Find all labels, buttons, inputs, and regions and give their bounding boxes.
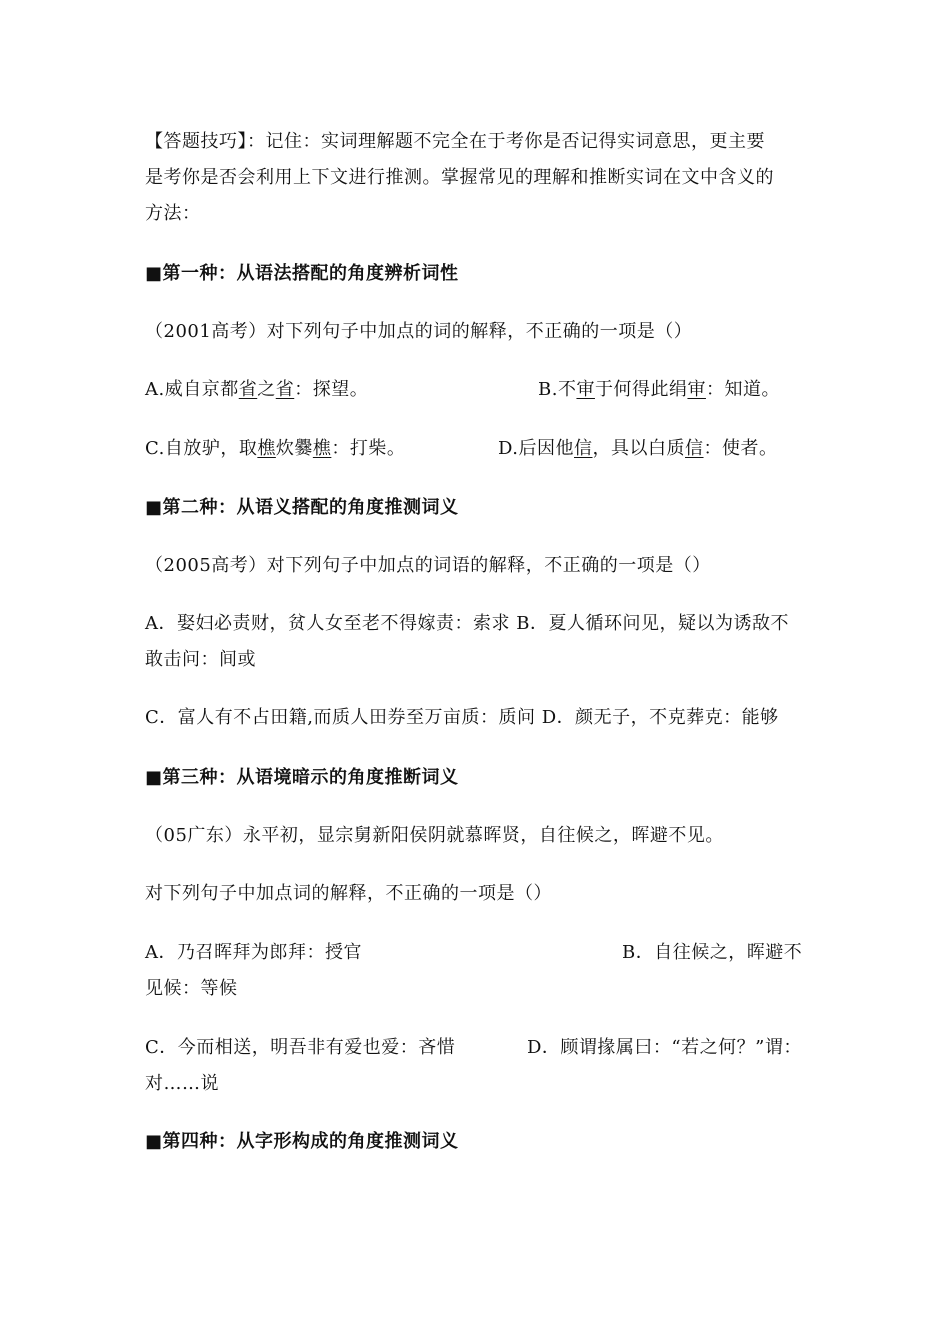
dotted-word: 审 [687, 379, 706, 400]
option-1a [145, 378, 368, 402]
option-text: C.自放驴，取 [145, 438, 258, 459]
dotted-word: 信 [685, 438, 704, 459]
section-1-question: （2001高考）对下列句子中加点的词的解释，不正确的一项是（） [145, 321, 693, 342]
section-2-heading: ■第二种：从语义搭配的角度推测词义 [145, 497, 459, 518]
option-3c: C．今而相送，明吾非有爱也爱：吝惜 [145, 1037, 456, 1058]
option-text: ：知道。 [705, 379, 780, 400]
option-1b [538, 378, 780, 402]
option-text: A.威自京都 [145, 379, 239, 400]
option-3d-line-2: 对……说 [145, 1073, 219, 1094]
option-1d [498, 437, 778, 461]
section-3-passage: （05广东）永平初，显宗舅新阳侯阴就慕晖贤，自往候之，晖避不见。 [145, 825, 724, 846]
dotted-word: 信 [574, 438, 593, 459]
section-4-heading: ■第四种：从字形构成的角度推测词义 [145, 1131, 459, 1152]
option-text: D.后因他 [498, 438, 575, 459]
dotted-word: 樵 [312, 438, 332, 459]
option-text: B.不 [538, 379, 577, 400]
dotted-word: 省 [238, 379, 258, 400]
option-text: 之 [257, 379, 276, 400]
intro-line-1: 【答题技巧】：记住：实词理解题不完全在于考你是否记得实词意思，更主要 [145, 131, 765, 152]
section-1-heading: ■第一种：从语法搭配的角度辨析词性 [145, 263, 459, 284]
options-2ab-line-1: A．娶妇必责财，贫人女至老不得嫁责：索求 B．夏人循环问见，疑以为诱敌不 [145, 613, 789, 634]
section-3-question: 对下列句子中加点词的解释，不正确的一项是（） [145, 883, 552, 904]
option-text: ：打柴。 [331, 438, 406, 459]
section-2-question: （2005高考）对下列句子中加点的词语的解释，不正确的一项是（） [145, 555, 711, 576]
option-text: ，具以白质 [592, 438, 686, 459]
options-2cd: C．富人有不占田籍,而质人田券至万亩质：质问 D．颜无子，不克葬克：能够 [145, 707, 779, 728]
option-3a: A．乃召晖拜为郎拜：授官 [145, 942, 362, 963]
option-3b-line-1: B．自往候之，晖避不 [622, 942, 803, 963]
dotted-word: 樵 [257, 438, 276, 459]
intro-line-3: 方法： [145, 203, 201, 224]
option-3b-line-2: 见候：等候 [145, 978, 238, 999]
dotted-word: 审 [576, 379, 595, 400]
section-3-heading: ■第三种：从语境暗示的角度推断词义 [145, 767, 459, 788]
dotted-word: 省 [275, 379, 295, 400]
options-2ab-line-2: 敢击问：间或 [145, 649, 256, 670]
option-text: 于何得此绢 [594, 379, 688, 400]
option-1c [145, 437, 405, 461]
option-text: 炊爨 [275, 438, 313, 459]
option-3d-line-1: D．顾谓掾属曰：“若之何？”谓： [527, 1037, 802, 1058]
option-text: ：使者。 [703, 438, 778, 459]
intro-line-2: 是考你是否会利用上下文进行推测。掌握常见的理解和推断实词在文中含义的 [145, 167, 774, 188]
option-text: ：探望。 [294, 379, 369, 400]
